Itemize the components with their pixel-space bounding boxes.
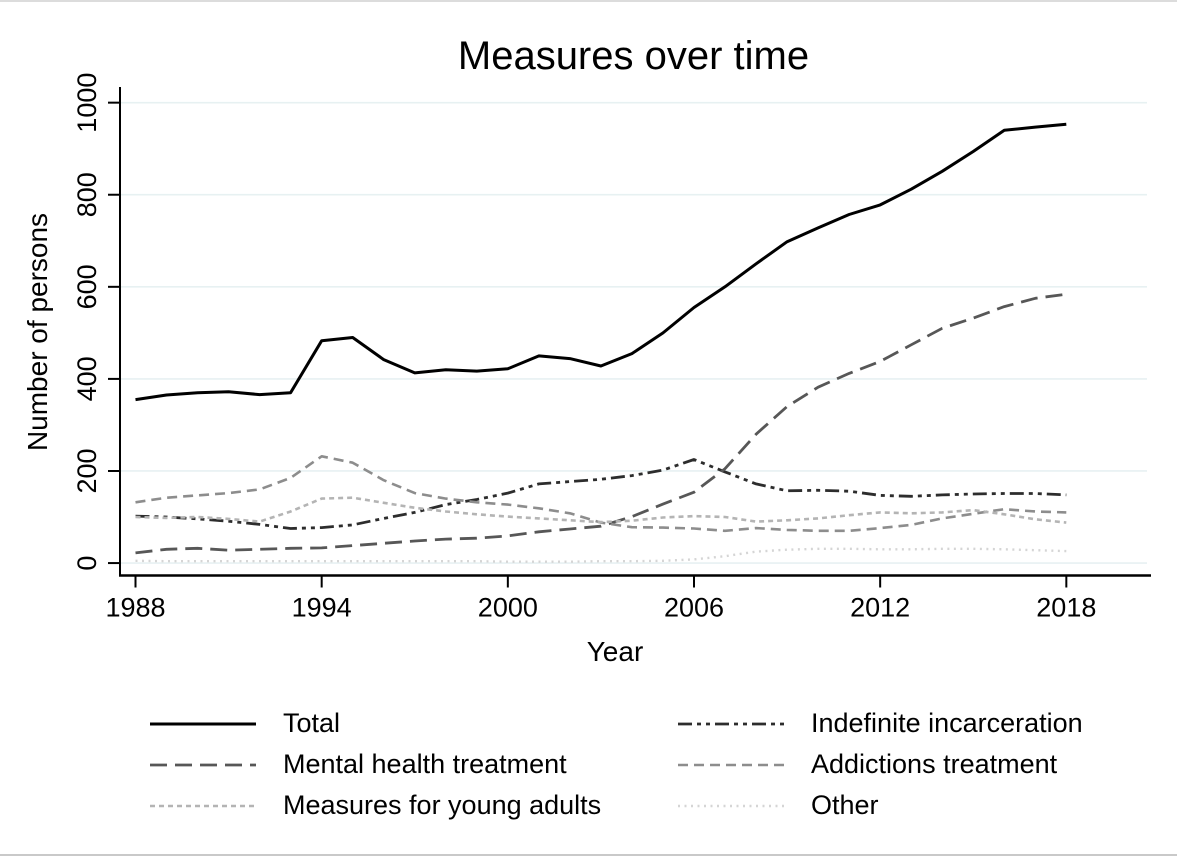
svg-text:1994: 1994 [291, 592, 352, 623]
legend-item-indefinite-incarceration [676, 703, 1083, 744]
legend-line-indefinite-incarceration [676, 720, 786, 728]
svg-text:800: 800 [72, 172, 102, 218]
x-axis-title: Year [586, 636, 644, 667]
legend-line-measures-for-young-adults [148, 802, 258, 810]
svg-text:400: 400 [72, 356, 102, 402]
legend-label-measures-for-young-adults: Measures for young adults [283, 790, 602, 820]
svg-text:1000: 1000 [72, 72, 102, 133]
legend-line-mental-health-treatment [148, 761, 258, 769]
legend-item-total [148, 703, 676, 744]
legend-label-total: Total [283, 708, 341, 738]
legend-item-mental-health-treatment [148, 744, 676, 785]
legend-item-other [676, 785, 1083, 826]
legend-line-other [676, 802, 786, 810]
svg-text:2012: 2012 [850, 592, 911, 623]
legend-label-addictions-treatment: Addictions treatment [811, 749, 1058, 779]
legend-item-addictions-treatment [676, 744, 1083, 785]
svg-text:2006: 2006 [663, 592, 725, 623]
svg-text:0: 0 [72, 555, 102, 571]
legend-item-measures-for-young-adults [148, 785, 676, 826]
legend [148, 703, 1083, 826]
legend-line-total [148, 720, 258, 728]
svg-text:600: 600 [72, 264, 102, 310]
chart-title: Measures over time [457, 34, 810, 78]
legend-label-mental-health-treatment: Mental health treatment [283, 749, 567, 779]
svg-text:200: 200 [72, 448, 102, 494]
legend-line-addictions-treatment [676, 761, 786, 769]
svg-text:1988: 1988 [105, 592, 166, 623]
svg-text:2000: 2000 [477, 592, 538, 623]
legend-label-indefinite-incarceration: Indefinite incarceration [811, 708, 1083, 738]
y-axis-title: Number of persons [22, 212, 53, 452]
legend-label-other: Other [811, 790, 879, 820]
svg-text:2018: 2018 [1036, 592, 1097, 623]
